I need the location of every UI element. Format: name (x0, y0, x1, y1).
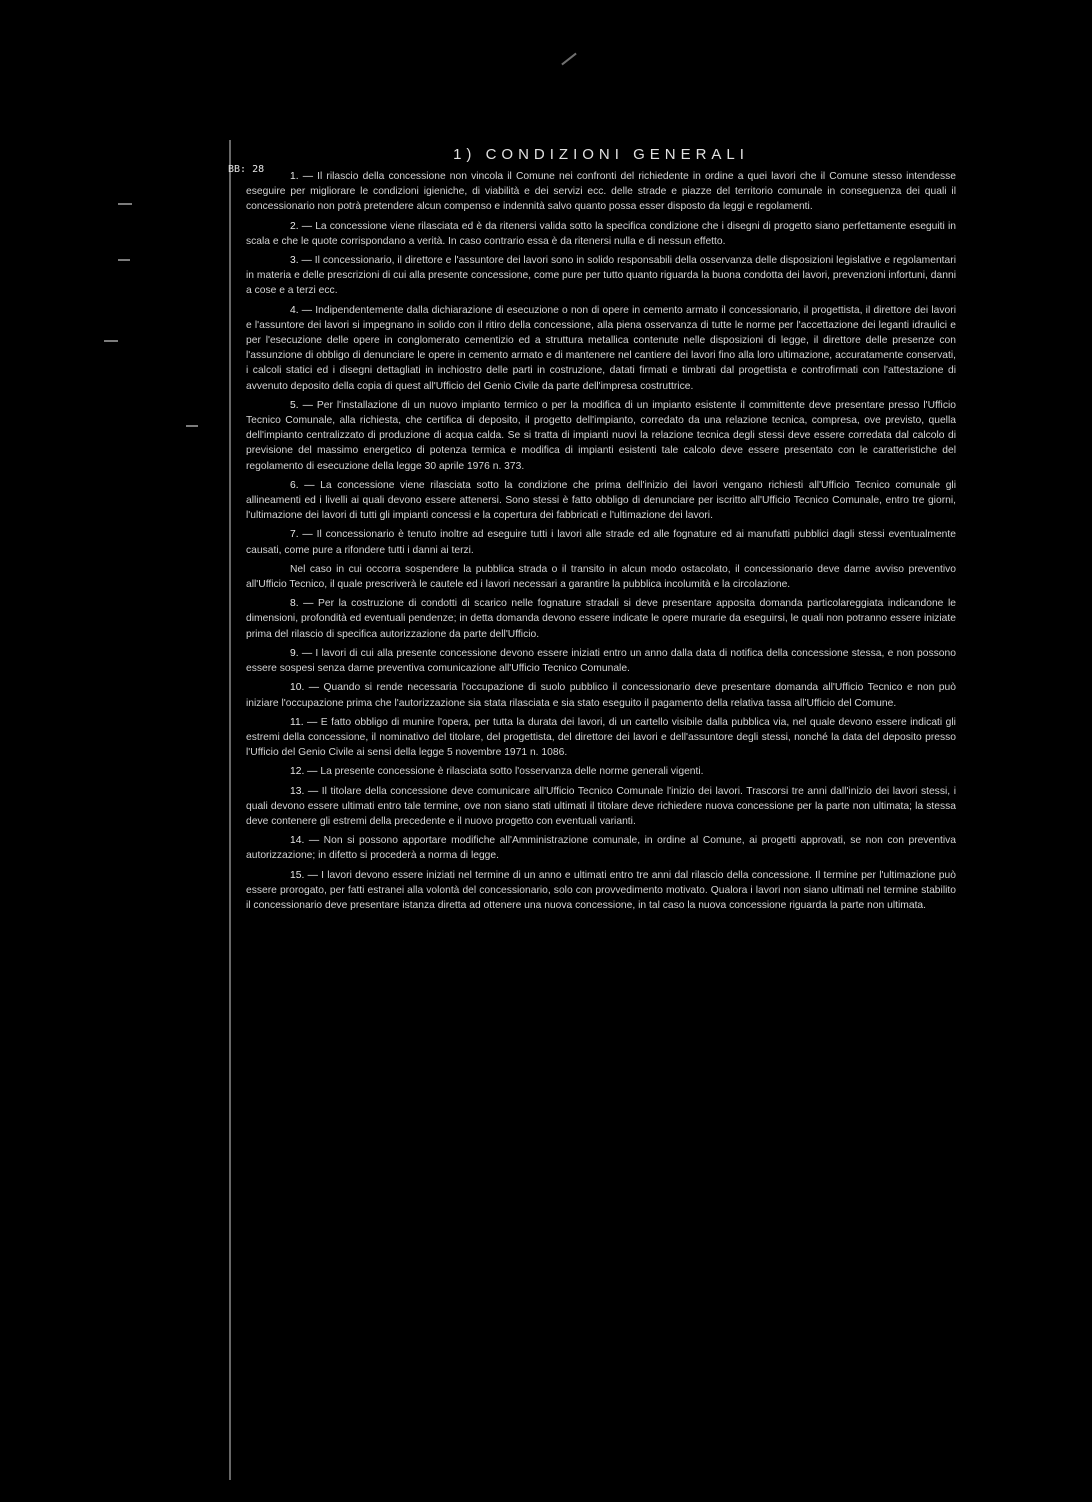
clause-number: 11. — (290, 716, 318, 728)
clause-paragraph (246, 527, 956, 557)
clause-paragraph (246, 562, 956, 592)
clause-number: 12. — (290, 766, 318, 778)
clause-text: Non si possono apportare modifiche all'Amministrazione comunale, in ordine al Comune, ai progetti approvati, se non con preventiva autorizzazione; in difetto si procederà a norma di legge. (246, 835, 956, 862)
clause-paragraph (246, 784, 956, 830)
clause-text: Il concessionario è tenuto inoltre ad eseguire tutti i lavori alle strade ed alle fognature ed ai manufatti pubblici dagli stessi eventualmente causati, come pure a rifondere tutti i danni ai terzi. (246, 529, 956, 556)
clause-number: 7. — (290, 529, 313, 541)
clause-number: 2. — (290, 220, 313, 232)
clause-number: 6. — (290, 479, 315, 491)
scan-mark (561, 53, 576, 66)
clause-number: 14. — (290, 835, 320, 847)
clause-text: I lavori di cui alla presente concessione devono essere iniziati entro un anno dalla data di notifica della concessione stessa, e non possono essere sospesi senza darne preventiva comunicazione all'Ufficio Tecnico Comunale. (246, 647, 956, 675)
clause-text: Il concessionario, il direttore e l'assuntore dei lavori sono in solido responsabili della osservanza delle disposizioni legislative e regolamentari in materia e delle prescrizioni di cui alla presente concessione, come pure per tutto quanto riguarda la buona condotta dei lavori, prevenzioni infortuni, danni a cose e a terzi ecc. (246, 255, 956, 297)
clause-text: La concessione viene rilasciata sotto la condizione che prima dell'inizio dei lavori vengano richiesti all'Ufficio Tecnico comunale gli allineamenti ed i livelli ai quali devono essere attenersi. Sono stessi è fatto obbligo di denunciare per iscritto all'Ufficio Tecnico Comunale, entro tre giorni, l'ultimazione dei lavori di tutti gli impianti concessi e la copertura dei fabbricati e l'ultimazione dei lavori. (246, 479, 956, 522)
clause-paragraph (246, 833, 956, 863)
clause-paragraph (246, 680, 956, 710)
margin-tick (118, 259, 130, 261)
clause-text: Quando si rende necessaria l'occupazione di suolo pubblico il concessionario deve presentare domanda all'Ufficio Tecnico e non può iniziare l'occupazione prima che l'autorizzazione sia stata rilasciata e sia stato eseguito il pagamento della relativa tassa all'Ufficio del Comune. (246, 682, 956, 709)
clause-text: E fatto obbligo di munire l'opera, per tutta la durata dei lavori, di un cartello visibile dalla pubblica via, nel quale devono essere indicati gli estremi della concessione, il nominativo del titolare, del progettista, del direttore dei lavori e dell'assuntore degli stessi, nonché la data del deposito presso l'Ufficio del Genio Civile ai sensi della legge 5 novembre 1971 n. 1086. (246, 716, 956, 759)
clause-number: 4. — (290, 304, 313, 316)
clause-paragraph (246, 398, 956, 474)
clause-paragraph (246, 715, 956, 761)
clause-paragraph (246, 596, 956, 642)
clause-text: La presente concessione è rilasciata sotto l'osservanza delle norme generali vigenti. (320, 766, 704, 778)
section-heading: 1) CONDIZIONI GENERALI (453, 146, 749, 163)
document-stamp: BB: 28 (228, 164, 265, 175)
margin-tick (186, 425, 198, 427)
clause-text: La concessione viene rilasciata ed è da ritenersi valida sotto la specifica condizione che i disegni di progetto siano perfettamente eseguiti in scala e che le quote corrispondano a verità. In caso contrario essa è da ritenersi nulla e di nessun effetto. (246, 220, 956, 247)
clause-text: Per la costruzione di condotti di scarico nelle fognature stradali si deve presentare apposita domanda particolareggiata indicandone le dimensioni, profondità ed eventuali pendenze; in detta domanda devono essere indicate le opere murarie da eseguirsi, le quali non potranno essere iniziate prima del rilascio di specifica autorizzazione da parte dell'Ufficio. (246, 598, 956, 640)
clause-paragraph (246, 169, 956, 215)
clause-paragraph (246, 303, 956, 394)
paragraph-list (246, 169, 956, 913)
clause-text: Il rilascio della concessione non vincola il Comune nei confronti del richiedente in ordine a quei lavori che il Comune stesso intendesse eseguire per migliorare le condizioni igieniche, di viabilità e dei servizi ecc. delle strade e piazze del territorio comunale in conseguenza dei quali il concessionario non potrà pretendere alcun compenso e indennità salvo quanto possa esser disposto da leggi e regolamenti. (246, 171, 956, 213)
clause-number: 5. — (290, 399, 313, 411)
margin-rule (229, 140, 231, 1480)
clause-text: Il titolare della concessione deve comunicare all'Ufficio Tecnico Comunale l'inizio dei lavori. Trascorsi tre anni dall'inizio dei lavori stessi, i quali devono essere ultimati entro tale termine, ove non siano stati ultimati il titolare deve richiedere nuova concessione per la parte non ultimata; la stessa deve contenere gli estremi della precedente e il nuovo progetto con eventuali varianti. (246, 785, 956, 827)
clause-number: 8. — (290, 598, 314, 610)
clause-paragraph (246, 868, 956, 914)
clause-paragraph (246, 764, 956, 779)
margin-tick (104, 340, 118, 342)
clause-text: Nel caso in cui occorra sospendere la pubblica strada o il transito in alcun modo ostacolato, il concessionario deve darne avviso preventivo all'Ufficio Tecnico, il quale prescriverà le cautele ed i lavori necessari a garantire la pubblica incolumità e la circolazione. (246, 563, 956, 591)
clause-number: 13. — (290, 785, 319, 797)
clause-number: 1. — (290, 171, 314, 182)
document-page (228, 146, 956, 917)
clause-text: Per l'installazione di un nuovo impianto termico o per la modifica di un impianto esistente il committente deve presentare presso l'Ufficio Tecnico Comunale, alla richiesta, che certifica di deposito, il progetto dell'impianto, corredato da una relazione tecnica, compresa, ove previsto, quella dell'impianto centralizzato di produzione di acqua calda. Se si tratta di impianti nuovi la relazione tecnica degli stessi deve essere corredata dal calcolo di previsione del massimo energetico di potenza termica e modifica di impianti esistenti tale calcolo deve essere presentato con le caratteristiche del regolamento di esecuzione della legge 30 aprile 1976 n. 373. (246, 399, 956, 472)
clause-number: 10. — (290, 682, 320, 694)
clause-paragraph (246, 478, 956, 524)
margin-tick (118, 203, 132, 205)
clause-paragraph (246, 219, 956, 249)
clause-number: 9. — (290, 647, 313, 659)
clause-paragraph (246, 646, 956, 676)
clause-number: 15. — (290, 869, 318, 881)
clause-text: I lavori devono essere iniziati nel termine di un anno e ultimati entro tre anni dal rilascio della concessione. Il termine per l'ultimazione può essere prorogato, per fatti estranei alla volontà del concessionario, solo con provvedimento motivato. Qualora i lavori non siano ultimati nel termine stabilito il concessionario deve presentare istanza diretta ad ottenere una nuova concessione, in tal caso la nuova concessione riguarda la parte non ultimata. (246, 869, 956, 911)
clause-number: 3. — (290, 255, 312, 267)
clause-paragraph (246, 253, 956, 299)
clause-text: Indipendentemente dalla dichiarazione di esecuzione o non di opere in cemento armato il concessionario, il progettista, il direttore dei lavori e l'assuntore dei lavori si impegnano in solido con il ritiro della concessione, alla piena osservanza di tutte le norme per l'accettazione dei leganti idraulici e per l'esecuzione delle opere in conglomerato cementizio ed a struttura metallica contenute nelle disposizioni di legge, il direttore delle presenze con l'assunzione di obbligo di denunciare le opere in cemento armato e di mantenere nel cantiere dei lavori fino alla loro ultimazione, accuratamente conservati, i calcoli statici ed i disegni dettagliati in inchiostro delle parti in costruzione, datati firmati e timbrati dal progettista e controfirmati con l'attestazione di avvenuto deposito della copia di quest all'Ufficio del Genio Civile da parte dell'impresa costruttrice. (246, 304, 956, 392)
